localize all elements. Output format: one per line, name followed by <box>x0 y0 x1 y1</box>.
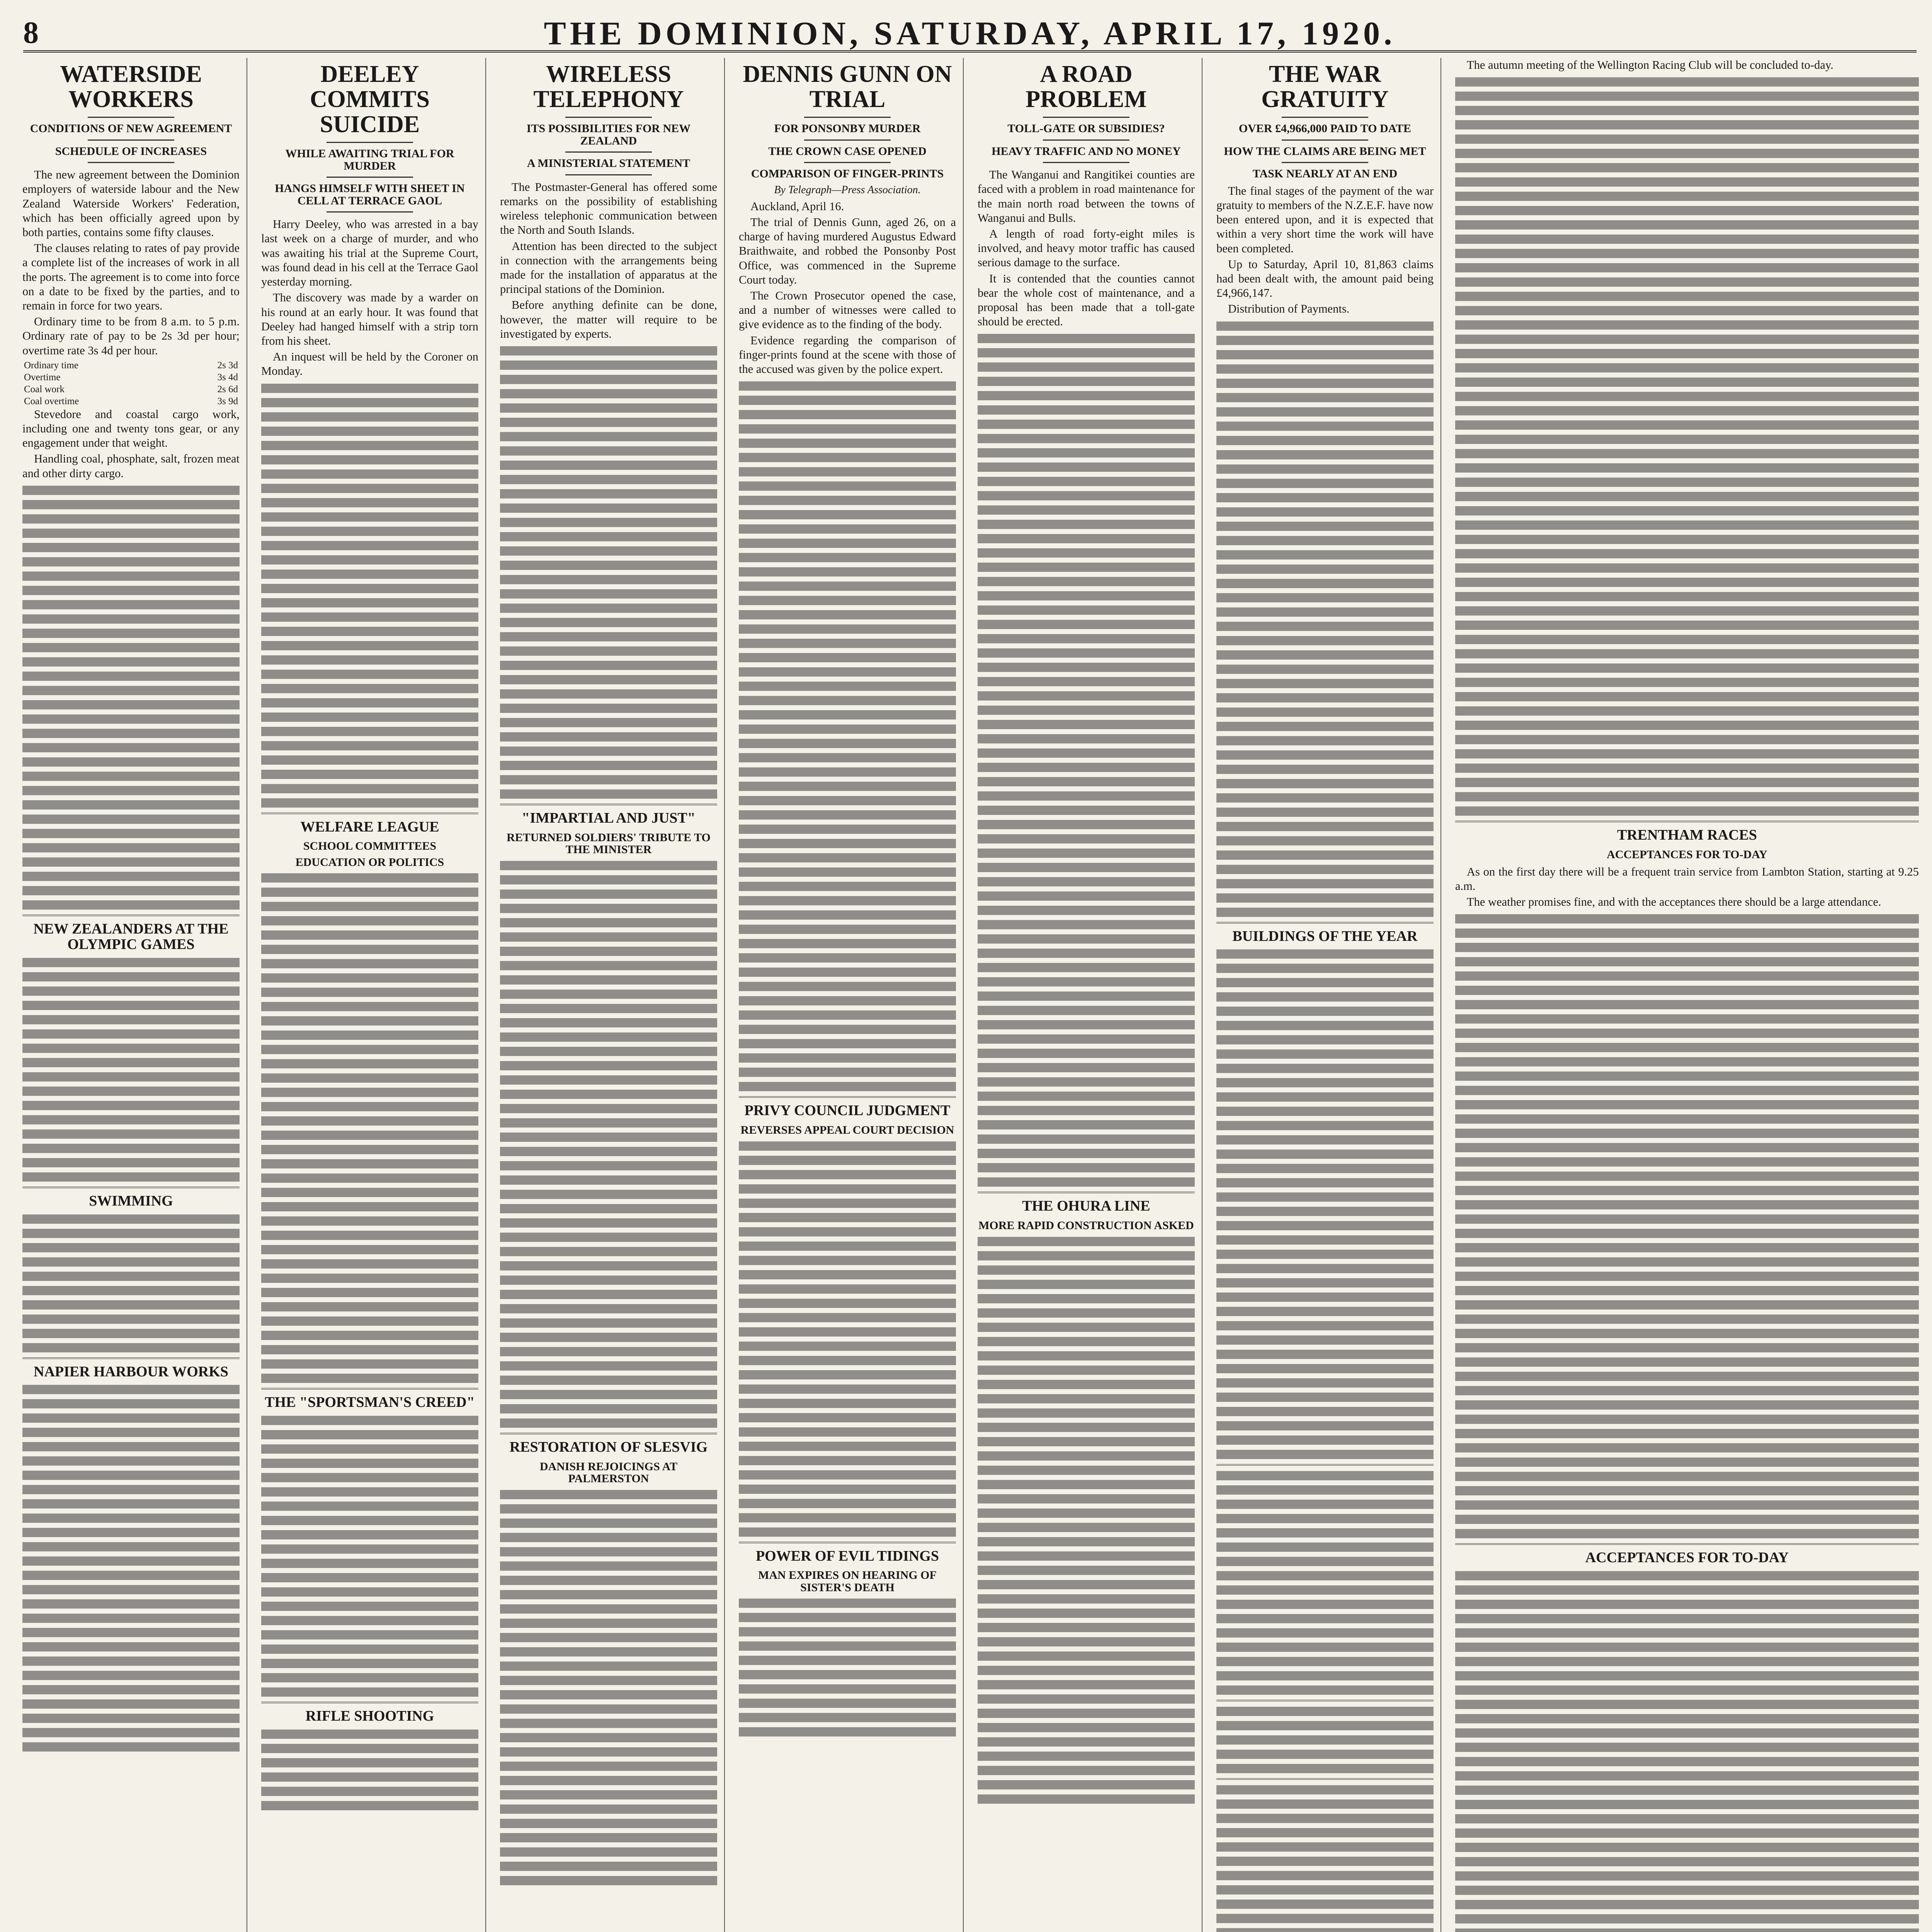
subhead: NEW ZEALANDERS AT THE OLYMPIC GAMES <box>33 920 229 952</box>
article-paragraph: Up to Saturday, April 10, 81,863 claims had been dealt with, the amount paid being £4,966,147. <box>1216 257 1434 300</box>
article-paragraph: The clauses relating to rates of pay provide a complete list of the increases of work in all the ports. The agreement is to come into force on a date to be fixed by the parties, and to remain in force for two years. <box>22 242 240 313</box>
article-paragraph: Handling coal, phosphate, salt, frozen meat and other dirty cargo. <box>22 452 240 480</box>
subhead: ACCEPTANCES FOR TO-DAY <box>1585 1549 1789 1566</box>
deck: TOLL-GATE OR SUBSIDIES? <box>1007 122 1165 135</box>
article-paragraph: Ordinary time to be from 8 a.m. to 5 p.m. Ordinary rate of pay to be 2s 3d per hour; overtime rate 3s 4d per hour. <box>22 315 240 357</box>
column-3 <box>493 58 725 1932</box>
headline: WATERSIDE WORKERS <box>60 61 202 113</box>
article-paragraph: A length of road forty-eight miles is involved, and heavy motor traffic has caused serious damage to the surface. <box>978 227 1195 269</box>
article-paragraph: Attention has been directed to the subject in connection with the arrangements being made for the installation of apparatus at the principal stations of the Dominion. <box>500 239 717 296</box>
subhead: RESTORATION OF SLESVIG <box>509 1439 708 1455</box>
column-1 <box>15 58 247 1932</box>
column-6 <box>1209 58 1441 1932</box>
article-paragraph: Distribution of Payments. <box>1228 302 1350 316</box>
rates-table <box>22 359 240 407</box>
subdeck: SCHOOL COMMITTEES <box>303 840 437 853</box>
subhead: WELFARE LEAGUE <box>300 818 439 835</box>
column-2 <box>254 58 486 1932</box>
article-paragraph: The weather promises fine, and with the acceptances there should be a large attendance. <box>1467 895 1881 908</box>
subhead: "IMPARTIAL AND JUST" <box>522 810 696 826</box>
table-row: Ordinary time 2s 3d <box>24 360 238 371</box>
subdeck: HOW THE CLAIMS ARE BEING MET <box>1224 145 1426 158</box>
deck: WHILE AWAITING TRIAL FOR MURDER <box>285 147 454 172</box>
article-paragraph: Before anything definite can be done, however, the matter will require to be investigated by experts. <box>500 298 717 340</box>
subdeck: COMPARISON OF FINGER-PRINTS <box>751 167 944 180</box>
article-paragraph: Evidence regarding the comparison of finger-prints found at the scene with those of the accused was given by the police expert. <box>739 333 956 376</box>
table-row: Coal overtime 3s 9d <box>24 396 238 406</box>
subhead: BUILDINGS OF THE YEAR <box>1232 928 1418 944</box>
subhead: PRIVY COUNCIL JUDGMENT <box>744 1102 951 1119</box>
subhead: THE OHURA LINE <box>1022 1198 1150 1214</box>
masthead <box>23 12 1917 53</box>
deck: FOR PONSONBY MURDER <box>774 122 921 135</box>
deck: ITS POSSIBILITIES FOR NEW ZEALAND <box>526 122 691 147</box>
table-row: Coal work 2s 6d <box>24 384 238 395</box>
subhead: THE "SPORTSMAN'S CREED" <box>265 1394 475 1411</box>
newspaper-title: THE DOMINION, SATURDAY, APRIL 17, 1920. <box>544 15 1396 52</box>
subdeck: MAN EXPIRES ON HEARING OF SISTER'S DEATH <box>758 1569 937 1594</box>
page-number: 8 <box>23 16 39 50</box>
subhead: TRENTHAM RACES <box>1617 827 1757 844</box>
article-paragraph: Stevedore and coastal cargo work, including one and twenty tons gear, or any engagement under that weight. <box>22 407 240 450</box>
subdeck: REVERSES APPEAL COURT DECISION <box>740 1124 954 1137</box>
subdeck: MORE RAPID CONSTRUCTION ASKED <box>978 1219 1194 1232</box>
article-paragraph: The autumn meeting of the Wellington Racing Club will be concluded to-day. <box>1467 58 1833 71</box>
article-paragraph: The Crown Prosecutor opened the case, and a number of witnesses were called to give evidence as to the finding of the body. <box>739 289 956 331</box>
deck: CONDITIONS OF NEW AGREEMENT <box>30 122 232 135</box>
subdeck: A MINISTERIAL STATEMENT <box>527 157 690 170</box>
subhead: RIFLE SHOOTING <box>305 1708 434 1725</box>
subdeck: EDUCATION OR POLITICS <box>295 855 444 869</box>
subdeck: TASK NEARLY AT AN END <box>1252 167 1398 180</box>
subhead: POWER OF EVIL TIDINGS <box>755 1548 939 1564</box>
article-paragraph: The trial of Dennis Gunn, aged 26, on a charge of having murdered Augustus Edward Braithwaite, and robbed the Ponsonby Post Office, was commenced in the Supreme Court today. <box>739 215 956 286</box>
article-paragraph: The Wanganui and Rangitikei counties are faced with a problem in road maintenance for the main north road between the towns of Wanganui and Bulls. <box>978 168 1195 224</box>
subhead: NAPIER HARBOUR WORKS <box>34 1363 228 1380</box>
column-4 <box>732 58 964 1932</box>
subdeck: DANISH REJOICINGS AT PALMERSTON <box>539 1460 678 1485</box>
subdeck: HEAVY TRAFFIC AND NO MONEY <box>992 145 1181 158</box>
article-paragraph: Harry Deeley, who was arrested in a bay last week on a charge of murder, and who was awaiting his trial at the Supreme Court, was found dead in his cell at the Terrace Gaol yesterday morning. <box>261 218 478 289</box>
article-paragraph: The discovery was made by a warder on his round at an early hour. It was found that Deeley had hanged himself with a strip torn from his sheet. <box>261 291 478 347</box>
headline: DENNIS GUNN ON TRIAL <box>743 61 952 113</box>
subdeck: ACCEPTANCES FOR TO-DAY <box>1607 848 1767 861</box>
text-block <box>22 486 240 910</box>
subdeck: THE CROWN CASE OPENED <box>768 145 927 158</box>
article-paragraph: The Postmaster-General has offered some remarks on the possibility of establishing wireless telephonic communication between the North and South Islands. <box>500 180 717 237</box>
columns <box>15 58 1926 1932</box>
column-5 <box>971 58 1202 1932</box>
subdeck: RETURNED SOLDIERS' TRIBUTE TO THE MINISTER <box>507 831 711 856</box>
article-paragraph: As on the first day there will be a frequent train service from Lambton Station, starting at 9.25 a.m. <box>1455 865 1919 893</box>
subdeck: SCHEDULE OF INCREASES <box>55 145 207 158</box>
article-paragraph: Auckland, April 16. <box>750 199 844 213</box>
article-paragraph: An inquest will be held by the Coroner on Monday. <box>261 350 478 378</box>
column-7 <box>1448 58 1926 1932</box>
article-paragraph: The new agreement between the Dominion employers of waterside labour and the New Zealand Waterside Workers' Federation, which has been officially agreed upon by both parties, contains some fifty clauses. <box>22 168 240 239</box>
headline: DEELEY COMMITS SUICIDE <box>310 61 430 138</box>
byline: By Telegraph—Press Association. <box>774 184 921 196</box>
headline: WIRELESS TELEPHONY <box>533 61 684 113</box>
article-paragraph: It is contended that the counties cannot bear the whole cost of maintenance, and a proposal has been made that a toll-gate should be erected. <box>978 272 1195 328</box>
article-paragraph: The final stages of the payment of the war gratuity to members of the N.Z.E.F. have now been entered upon, and it is expected that within a very short time the work will have been completed. <box>1216 184 1434 255</box>
subhead: SWIMMING <box>89 1192 173 1209</box>
headline: A ROAD PROBLEM <box>1026 61 1147 113</box>
deck: OVER £4,966,000 PAID TO DATE <box>1238 122 1412 135</box>
table-row: Overtime 3s 4d <box>24 372 238 383</box>
headline: THE WAR GRATUITY <box>1261 61 1389 113</box>
subdeck: HANGS HIMSELF WITH SHEET IN CELL AT TERRACE GAOL <box>275 182 465 207</box>
